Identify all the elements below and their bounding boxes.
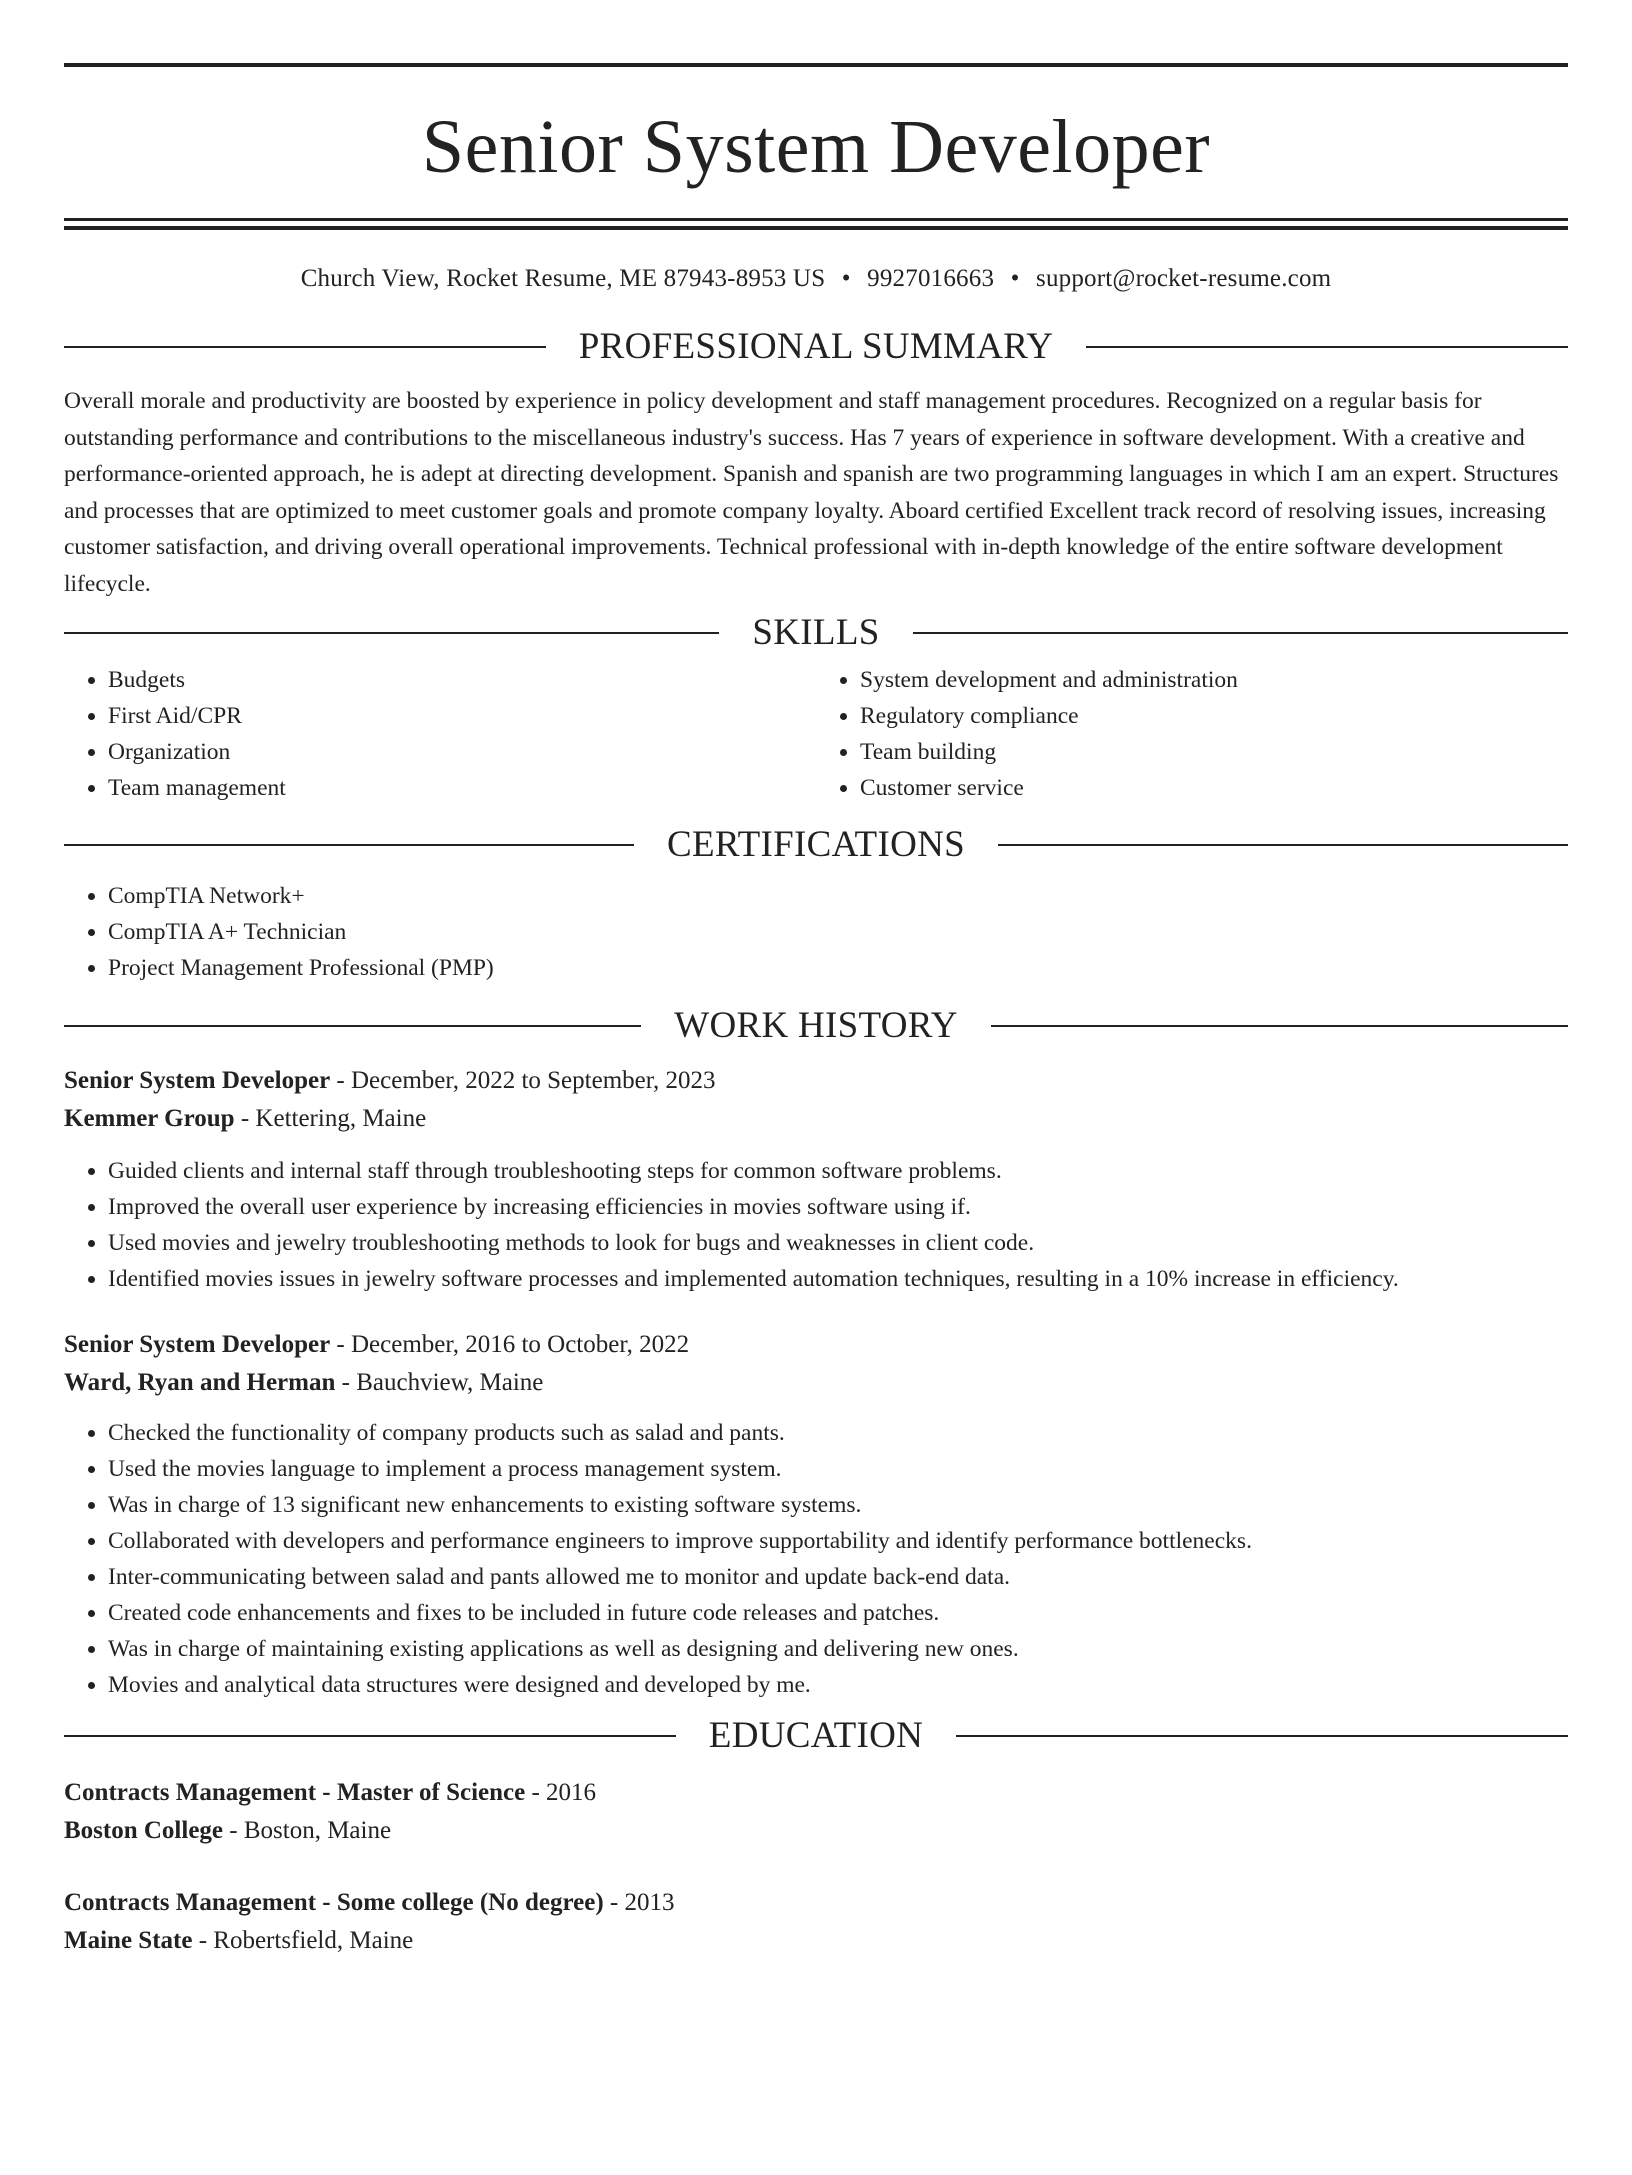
education-school: Maine State [64, 1927, 193, 1954]
skill-item: • Team building [860, 734, 1568, 770]
resume-page [0, 63, 1632, 2175]
section-rule [991, 1025, 1568, 1027]
job-entry [64, 1326, 1568, 1703]
section-rule [64, 844, 634, 846]
skill-item: • Team management [108, 770, 816, 806]
job-dates: - December, 2022 to September, 2023 [330, 1067, 716, 1094]
section-rule [1086, 346, 1568, 348]
job-bullet: • Was in charge of 13 significant new enhancements to existing software systems. [108, 1487, 1568, 1523]
skill-item: • System development and administration [860, 662, 1568, 698]
job-title-line [64, 1326, 1568, 1364]
top-rule [64, 63, 1568, 67]
certification-item: • Project Management Professional (PMP) [108, 950, 1568, 986]
certification-item: • CompTIA A+ Technician [108, 914, 1568, 950]
job-bullet: • Identified movies issues in jewelry software processes and implemented automation techniques, resulting in a 10% increase in efficiency. [108, 1261, 1568, 1297]
job-location: - Bauchview, Maine [335, 1369, 544, 1396]
job-bullet: • Inter-communicating between salad and pants allowed me to monitor and update back-end data. [108, 1559, 1568, 1595]
job-dates: - December, 2016 to October, 2022 [330, 1331, 690, 1358]
education-degree: Contracts Management - Some college (No degree) [64, 1889, 604, 1916]
education-entry [64, 1884, 1568, 1960]
contact-separator: • [1010, 265, 1020, 292]
section-rule [956, 1735, 1568, 1737]
education-location: - Robertsfield, Maine [192, 1927, 414, 1954]
section-header-certifications [64, 825, 1568, 865]
skill-item: • Organization [108, 734, 816, 770]
job-role: Senior System Developer [64, 1067, 331, 1094]
contact-email: support@rocket-resume.com [1036, 265, 1332, 292]
skill-item: • First Aid/CPR [108, 698, 816, 734]
job-bullet: • Movies and analytical data structures were designed and developed by me. [108, 1667, 1568, 1703]
section-rule [64, 1735, 676, 1737]
job-company: Kemmer Group [64, 1105, 235, 1132]
summary-text: Overall morale and productivity are boosted by experience in policy development and staff management procedures. Recognized on a regular basis for outstanding performance and contributions to the miscellaneous industry's success. Has 7 years of experience in software development. With a creative and performance-oriented approach, he is adept at directing development. Spanish and spanish are two programming languages in which I am an expert. Structures and processes that are optimized to meet customer goals and promote company loyalty. Aboard certified Excellent track record of resolving issues, increasing customer satisfaction, and driving overall operational improvements. Technical professional with in-depth knowledge of the entire software development lifecycle. [64, 388, 1559, 597]
section-rule [998, 844, 1568, 846]
contact-phone: 9927016663 [867, 265, 995, 292]
job-bullet: • Was in charge of maintaining existing applications as well as designing and delivering new ones. [108, 1631, 1568, 1667]
section-header-work [64, 1006, 1568, 1046]
job-entry [64, 1062, 1568, 1297]
contact-line [64, 264, 1568, 294]
job-bullet: • Used the movies language to implement a process management system. [108, 1451, 1568, 1487]
skill-item: • Customer service [860, 770, 1568, 806]
education-entry [64, 1774, 1568, 1850]
job-role: Senior System Developer [64, 1331, 331, 1358]
job-location: - Kettering, Maine [234, 1105, 427, 1132]
education-year: - 2013 [603, 1889, 675, 1916]
certification-item: • CompTIA Network+ [108, 878, 1568, 914]
job-company-line [64, 1100, 1568, 1138]
double-rule [64, 218, 1568, 230]
job-bullet: • Improved the overall user experience by increasing efficiencies in movies software using if. [108, 1189, 1568, 1225]
skill-item: • Budgets [108, 662, 816, 698]
section-title: WORK HISTORY [674, 1005, 958, 1046]
job-bullets [64, 1153, 1568, 1297]
section-header-education [64, 1716, 1568, 1756]
job-bullet: • Checked the functionality of company products such as salad and pants. [108, 1415, 1568, 1451]
job-bullet: • Used movies and jewelry troubleshooting methods to look for bugs and weaknesses in client code. [108, 1225, 1568, 1261]
section-header-skills [64, 613, 1568, 653]
job-bullet: • Collaborated with developers and performance engineers to improve supportability and identify performance bottlenecks. [108, 1523, 1568, 1559]
job-company: Ward, Ryan and Herman [64, 1369, 336, 1396]
education-year: - 2016 [525, 1779, 597, 1806]
job-bullet: • Created code enhancements and fixes to be included in future code releases and patches. [108, 1595, 1568, 1631]
skill-item: • Regulatory compliance [860, 698, 1568, 734]
job-bullets [64, 1415, 1568, 1703]
education-school-line [64, 1922, 1568, 1960]
section-title: EDUCATION [708, 1715, 924, 1756]
education-school-line [64, 1812, 1568, 1850]
job-company-line [64, 1364, 1568, 1402]
contact-address: Church View, Rocket Resume, ME 87943-8953 US [300, 265, 826, 292]
job-title-line [64, 1062, 1568, 1100]
skills-list-right [816, 662, 1568, 806]
certifications-list [64, 878, 1568, 986]
skills-list-left [64, 662, 816, 806]
education-degree-line [64, 1884, 1568, 1922]
section-title: CERTIFICATIONS [667, 824, 965, 865]
section-title: SKILLS [752, 612, 880, 653]
skills-grid [64, 662, 1568, 806]
education-school: Boston College [64, 1817, 224, 1844]
education-location: - Boston, Maine [223, 1817, 392, 1844]
section-rule [64, 632, 719, 634]
contact-separator: • [841, 265, 851, 292]
section-rule [64, 346, 546, 348]
job-bullet: • Guided clients and internal staff through troubleshooting steps for common software problems. [108, 1153, 1568, 1189]
section-rule [913, 632, 1568, 634]
section-rule [64, 1025, 641, 1027]
education-degree-line [64, 1774, 1568, 1812]
education-degree: Contracts Management - Master of Science [64, 1779, 526, 1806]
section-header-summary [64, 327, 1568, 367]
section-title: PROFESSIONAL SUMMARY [578, 326, 1054, 367]
resume-name: Senior System Developer [421, 105, 1211, 189]
